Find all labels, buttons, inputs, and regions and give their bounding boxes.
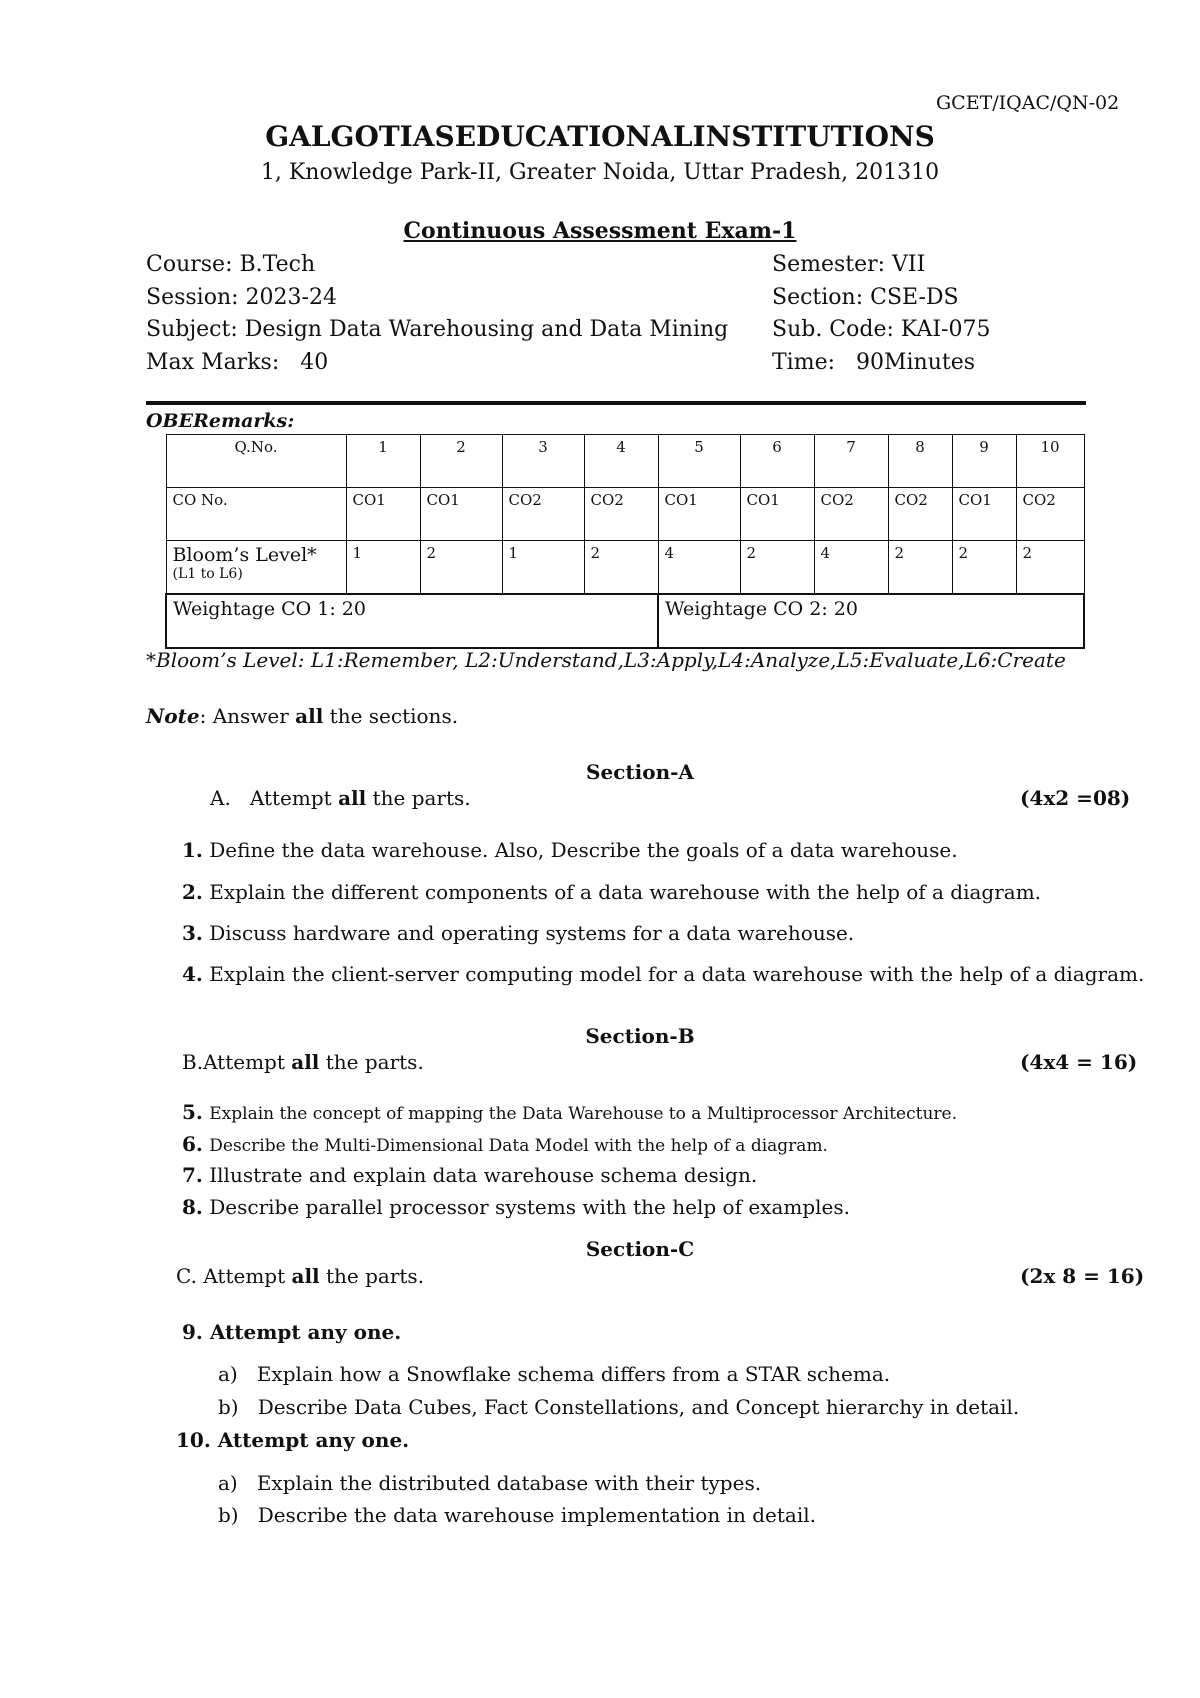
bloom-row — [166, 541, 1084, 595]
co-row — [166, 488, 1084, 541]
question-text: Discuss hardware and operating systems for a data warehouse. — [209, 921, 855, 945]
question — [182, 1132, 828, 1156]
option-label: a) — [218, 1471, 238, 1495]
sub-code-field: Sub. Code: KAI-075 — [772, 317, 991, 342]
option-label: b) — [218, 1395, 239, 1419]
bloom-cell: 2 — [740, 541, 814, 595]
instruction-pre: Attempt — [249, 786, 339, 810]
question-9-heading: 9. Attempt any one. — [182, 1320, 402, 1344]
option-text: Explain how a Snowflake schema differs from a STAR schema. — [256, 1362, 891, 1386]
institution-name: GALGOTIASEDUCATIONALINSTITUTIONS — [265, 120, 935, 153]
question-text: Describe the Multi-Dimensional Data Model with the help of a diagram. — [209, 1136, 828, 1156]
co-cell: CO2 — [1016, 488, 1084, 541]
qno-cell: 7 — [814, 435, 888, 488]
co-cell: CO1 — [420, 488, 502, 541]
bloom-cell: 2 — [952, 541, 1016, 595]
question-text: Explain the concept of mapping the Data Warehouse to a Multiprocessor Architecture. — [209, 1104, 957, 1124]
question — [182, 880, 1041, 904]
co-cell: CO2 — [502, 488, 584, 541]
section-a-marks: (4x2 =08) — [1020, 786, 1131, 810]
qno-cell: 1 — [346, 435, 420, 488]
bloom-cell: 2 — [888, 541, 952, 595]
section-c-marks: (2x 8 = 16) — [1020, 1264, 1145, 1288]
instruction-bold: all — [291, 1050, 320, 1074]
question-option — [218, 1362, 890, 1386]
section-c-instruction — [176, 1264, 424, 1288]
option-text: Describe Data Cubes, Fact Constellations, and Concept hierarchy in detail. — [257, 1395, 1020, 1419]
section-b-marks: (4x4 = 16) — [1020, 1050, 1138, 1074]
instruction-pre: Attempt — [203, 1264, 292, 1288]
obe-table — [165, 434, 1085, 649]
section-b-instruction — [182, 1050, 424, 1074]
obe-remarks-label: OBERemarks: — [146, 410, 295, 432]
weightage-co2: Weightage CO 2: 20 — [658, 594, 1084, 648]
question — [182, 1195, 850, 1219]
bloom-label: Bloom’s Level* — [172, 544, 317, 566]
bloom-header — [166, 541, 346, 595]
co-cell: CO2 — [814, 488, 888, 541]
subject-field: Subject: Design Data Warehousing and Data Mining — [146, 317, 729, 342]
bloom-sublabel: (L1 to L6) — [172, 566, 243, 582]
instruction-bold: all — [338, 786, 367, 810]
question-number: 6. — [182, 1132, 203, 1156]
option-text: Describe the data warehouse implementation in detail. — [257, 1503, 816, 1527]
option-label: b) — [218, 1503, 239, 1527]
question-text: Describe parallel processor systems with the help of examples. — [209, 1195, 850, 1219]
section-a-title: Section-A — [586, 760, 694, 784]
option-text: Explain the distributed database with their types. — [256, 1471, 762, 1495]
header-divider — [146, 401, 1086, 405]
instruction-bold: all — [291, 1264, 320, 1288]
qno-cell: 9 — [952, 435, 1016, 488]
note-bold: all — [295, 704, 324, 728]
document-ref-code: GCET/IQAC/QN-02 — [936, 92, 1120, 114]
qno-cell: 8 — [888, 435, 952, 488]
bloom-cell: 2 — [420, 541, 502, 595]
question-text: Illustrate and explain data warehouse schema design. — [209, 1163, 758, 1187]
question — [182, 921, 854, 945]
question-number: 4. — [182, 962, 203, 986]
option-label: a) — [218, 1362, 238, 1386]
question-number: 7. — [182, 1163, 203, 1187]
qno-cell: 4 — [584, 435, 658, 488]
question-number: 1. — [182, 838, 203, 862]
question — [182, 1163, 757, 1187]
question-number: 8. — [182, 1195, 203, 1219]
co-cell: CO1 — [952, 488, 1016, 541]
instruction-post: the parts. — [366, 786, 471, 810]
note-text-post: the sections. — [323, 704, 459, 728]
weightage-co1: Weightage CO 1: 20 — [166, 594, 658, 648]
section-field: Section: CSE-DS — [772, 285, 959, 310]
bloom-cell: 1 — [502, 541, 584, 595]
question-10-heading: 10. Attempt any one. — [176, 1428, 410, 1452]
co-cell: CO1 — [346, 488, 420, 541]
exam-title: Continuous Assessment Exam-1 — [403, 218, 797, 244]
co-cell: CO2 — [888, 488, 952, 541]
question-text: Explain the client-server computing model for a data warehouse with the help of a diagram. — [209, 962, 1145, 986]
weightage-row — [166, 594, 1084, 648]
question-option — [218, 1395, 1019, 1419]
max-marks-field: Max Marks: 40 — [146, 350, 329, 375]
course-field: Course: B.Tech — [146, 252, 316, 277]
qno-cell: 6 — [740, 435, 814, 488]
qno-cell: 3 — [502, 435, 584, 488]
section-c-title: Section-C — [585, 1237, 695, 1261]
question-number: 2. — [182, 880, 203, 904]
co-cell: CO1 — [658, 488, 740, 541]
qno-cell: 2 — [420, 435, 502, 488]
question-option — [218, 1471, 761, 1495]
bloom-cell: 2 — [1016, 541, 1084, 595]
note-label: Note — [146, 704, 200, 728]
section-letter: A. — [210, 786, 231, 810]
semester-field: Semester: VII — [772, 252, 926, 277]
section-b-title: Section-B — [585, 1024, 695, 1048]
bloom-level-key: *Bloom’s Level: L1:Remember, L2:Understand,L3:Apply,L4:Analyze,L5:Evaluate,L6:Create — [146, 648, 1066, 672]
institution-address: 1, Knowledge Park-II, Greater Noida, Uttar Pradesh, 201310 — [260, 160, 940, 185]
bloom-cell: 2 — [584, 541, 658, 595]
section-letter: C. — [176, 1264, 197, 1288]
note-line — [146, 704, 458, 728]
instruction-pre: Attempt — [203, 1050, 292, 1074]
instruction-post: the parts. — [319, 1050, 424, 1074]
question-text: Explain the different components of a data warehouse with the help of a diagram. — [209, 880, 1042, 904]
question-number: 5. — [182, 1100, 203, 1124]
question — [182, 962, 1144, 986]
question-option — [218, 1503, 816, 1527]
question — [182, 1100, 957, 1124]
co-cell: CO1 — [740, 488, 814, 541]
section-letter: B. — [182, 1050, 204, 1074]
qno-cell: 5 — [658, 435, 740, 488]
qno-cell: 10 — [1016, 435, 1084, 488]
session-field: Session: 2023-24 — [146, 285, 337, 310]
question-text: Define the data warehouse. Also, Describe the goals of a data warehouse. — [209, 838, 958, 862]
question — [182, 838, 958, 862]
qno-header: Q.No. — [166, 435, 346, 488]
co-header: CO No. — [166, 488, 346, 541]
note-text-pre: : Answer — [199, 704, 296, 728]
bloom-cell: 4 — [814, 541, 888, 595]
bloom-cell: 1 — [346, 541, 420, 595]
instruction-post: the parts. — [319, 1264, 425, 1288]
qno-row — [166, 435, 1084, 488]
section-a-instruction — [210, 786, 471, 810]
bloom-cell: 4 — [658, 541, 740, 595]
time-field: Time: 90Minutes — [772, 350, 976, 375]
co-cell: CO2 — [584, 488, 658, 541]
question-number: 3. — [182, 921, 203, 945]
